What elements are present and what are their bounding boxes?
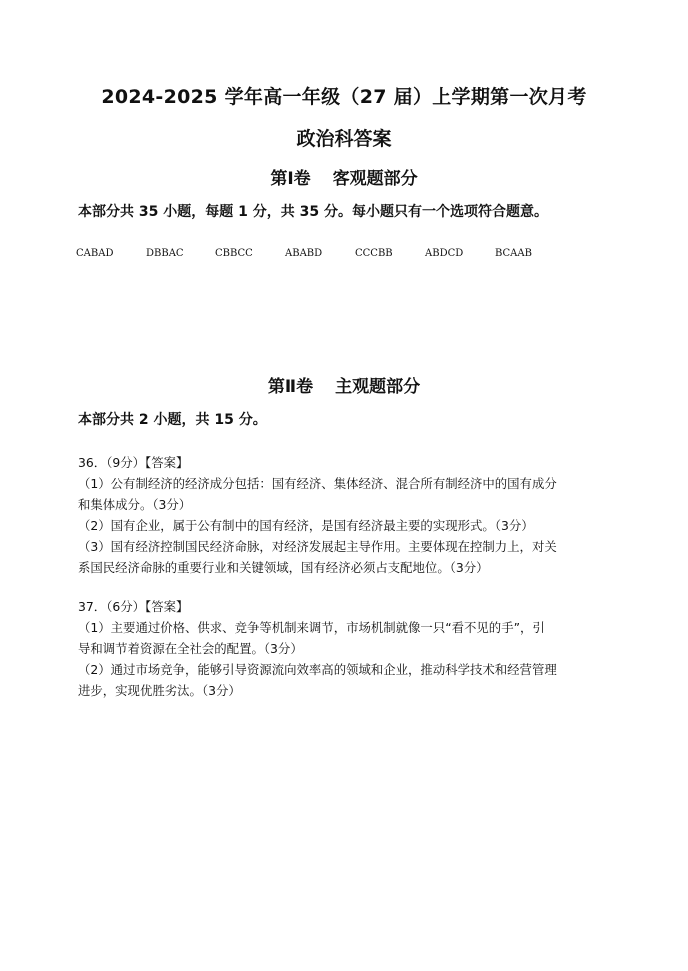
answer-group: CCCBB — [355, 248, 393, 259]
section-1-volume-label: 第Ⅰ卷 — [270, 169, 311, 189]
answer-group: ABABD — [285, 248, 323, 259]
answer-line: （1）主要通过价格、供求、竞争等机制来调节，市场机制就像一只“看不见的手”，引 — [78, 620, 545, 635]
answer-line: （2）国有企业，属于公有制中的国有经济，是国有经济最主要的实现形式。（3分） — [78, 518, 534, 533]
question-37-header: 37．（6分）【答案】 — [78, 599, 189, 614]
answer-group: BCAAB — [495, 248, 532, 259]
question-36-header: 36．（9分）【答案】 — [78, 455, 189, 470]
section-2-volume-label: 第Ⅱ卷 — [267, 377, 314, 397]
answer-line: 导和调节着资源在全社会的配置。（3分） — [78, 641, 303, 656]
answer-group: DBBAC — [146, 248, 184, 259]
answer-group: CBBCC — [215, 248, 253, 259]
answer-line: （2）通过市场竞争，能够引导资源流向效率高的领域和企业，推动科学技术和经营管理 — [78, 662, 557, 677]
answer-line: 系国民经济命脉的重要行业和关键领域，国有经济必须占支配地位。（3分） — [78, 560, 489, 575]
answer-group: CABAD — [76, 248, 114, 259]
section-1-part-label: 客观题部分 — [332, 169, 418, 189]
multiple-choice-answers — [76, 246, 576, 262]
document-title: 2024-2025 学年高一年级（27 届）上学期第一次月考 — [101, 86, 587, 108]
section-1-heading — [0, 167, 688, 191]
document-subtitle: 政治科答案 — [296, 128, 392, 150]
answer-line: （1）公有制经济的经济成分包括：国有经济、集体经济、混合所有制经济中的国有成分 — [78, 476, 557, 491]
answer-line: 进步，实现优胜劣汰。（3分） — [78, 683, 241, 698]
answer-line: 和集体成分。（3分） — [78, 497, 192, 512]
answer-line: （3）国有经济控制国民经济命脉，对经济发展起主导作用。主要体现在控制力上，对关 — [78, 539, 557, 554]
question-36-answer — [78, 452, 618, 578]
answer-group: ABDCD — [425, 248, 464, 259]
section-2-intro: 本部分共 2 小题，共 15 分。 — [78, 412, 267, 428]
section-2-part-label: 主观题部分 — [335, 377, 421, 397]
section-2-heading — [0, 375, 688, 399]
question-37-answer — [78, 596, 618, 701]
section-1-intro: 本部分共 35 小题，每题 1 分，共 35 分。每小题只有一个选项符合题意。 — [78, 204, 548, 220]
